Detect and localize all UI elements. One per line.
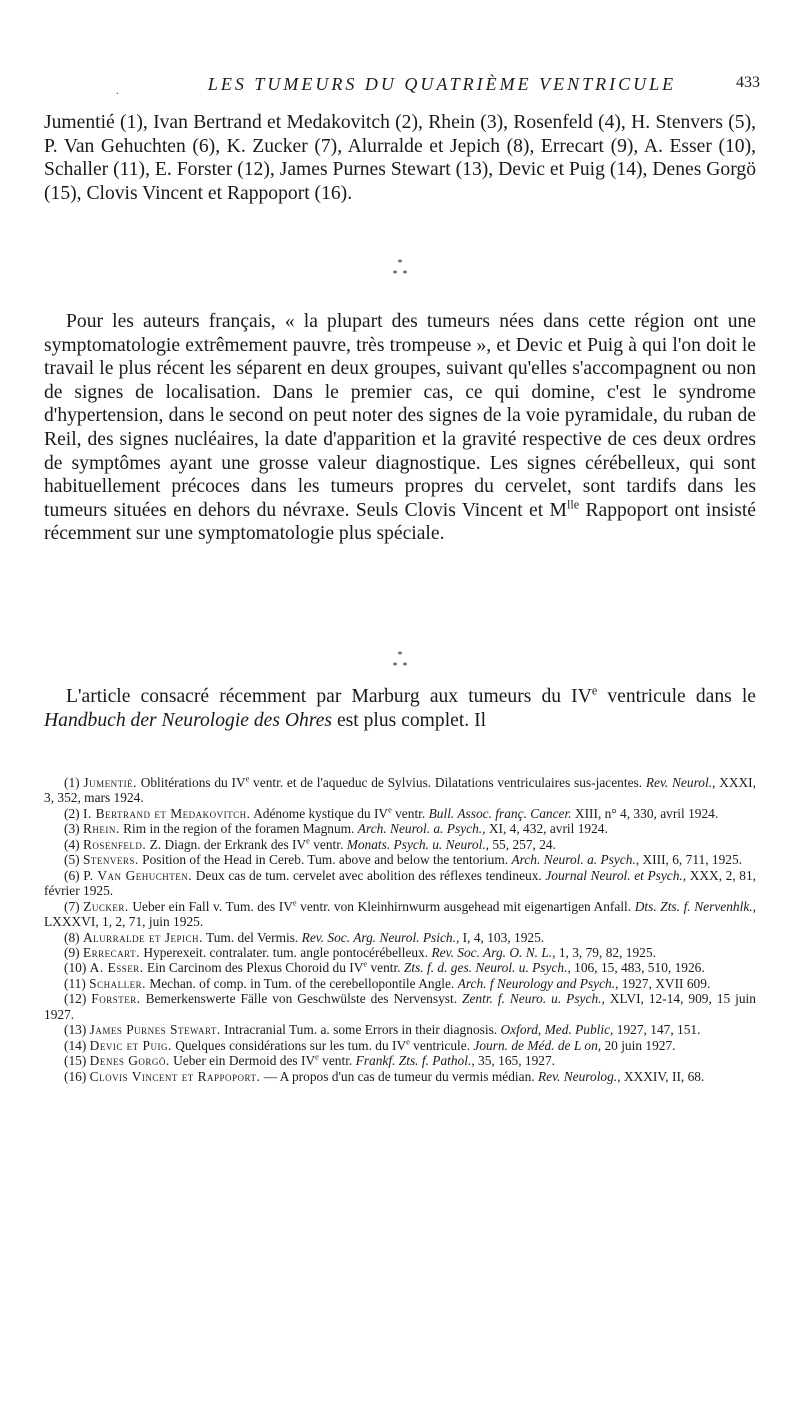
footnote — [44, 930, 756, 945]
footnote-journal: Arch. Neurol. a. Psych., — [357, 821, 486, 837]
running-title: LES TUMEURS DU QUATRIÈME VENTRICULE — [207, 74, 677, 94]
paragraph-text: L'article consacré récemment par Marburg aux tumeurs du IV — [66, 686, 592, 707]
footnote-superscript: e — [245, 774, 250, 784]
footnote-reference: XIII, n° 4, 330, avril 1924. — [571, 805, 719, 821]
footnote-author: Jumentié. — [83, 775, 137, 790]
running-header — [90, 74, 760, 96]
footnote-author: A. Esser. — [89, 960, 144, 976]
footnote-text: Quelques considérations sur les tum. du IV — [175, 1037, 407, 1053]
paragraph-text: Pour les auteurs français, « la plupart des tumeurs nées dans cette région ont une symptomatologie extrêmement pauvre, très trompeuse », et Devic et Puig à qui l'on doit le travail le plus récent les séparent en deux groupes, suivant qu'elles s'accompagnent ou non de signes de localisation. Dans le premier cas, ce qui domine, c'est le syndrome d'hypertension, dans le second on peut noter des signes de la voie pyramidale, du ruban de Reil, des signes nucléaires, la date d'apparition et la gravité respective de ces deux ordres de symptômes ayant une grosse valeur diagnostique. Les signes cérébelleux, qui sont habituellement précoces dans les tumeurs propres du cervelet, sont tardifs dans les tumeurs situées en dehors du névraxe. Seuls Clovis Vincent et M — [44, 311, 756, 521]
paragraph-text: ventricule dans le — [597, 686, 756, 707]
footnote-text: ventricule. — [409, 1037, 474, 1053]
footnote-number: (16) — [64, 1068, 87, 1084]
footnote-text: Ueber ein Dermoid des IV — [173, 1053, 316, 1069]
footnote-number: (9) — [64, 944, 80, 960]
footnote-journal: Rev. Soc. Arg. O. N. L., — [431, 944, 556, 960]
footnote-text: Ueber ein Fall v. Tum. des IV — [132, 898, 293, 914]
paragraph-tail: Rappoport ont insisté récemment sur une symptomatologie plus spéciale. — [44, 499, 756, 545]
footnote-reference: I, 4, 103, 1925. — [459, 929, 545, 945]
footnote-journal: Zentr. f. Neuro. u. Psych., — [462, 991, 605, 1007]
footnote-superscript: e — [315, 1052, 319, 1062]
footnote-text: ventr. von Kleinhirnwurm ausgehead mit eigenartigen Anfall. — [296, 898, 635, 914]
footnote-author: Zucker. — [83, 898, 129, 914]
footnote-reference: 1, 3, 79, 82, 1925. — [555, 944, 656, 960]
footnote-reference: 35, 165, 1927. — [474, 1053, 556, 1069]
footnote-text: Intracranial Tum. a. some Errors in their diagnosis. — [224, 1022, 501, 1038]
footnote-number: (4) — [64, 836, 80, 852]
footnote-journal: Monats. Psych. u. Neurol., — [346, 836, 490, 852]
footnote-text: Mechan. of comp. in Tum. of the cerebellopontile Angle. — [149, 975, 458, 991]
footnote-author: Rhein. — [82, 821, 120, 837]
footnote-reference: 106, 15, 483, 510, 1926. — [570, 960, 705, 976]
footnote-text: ventr. — [367, 960, 404, 976]
footnote-author: Devic et Puig. — [89, 1037, 172, 1053]
footnote — [44, 837, 756, 852]
footnote-text: Hyperexeit. contralater. tum. angle pontocérébelleux. — [143, 944, 432, 960]
footnote-number: (3) — [64, 821, 80, 837]
asterism-top: * — [397, 258, 403, 269]
footnote-reference: 1927, XVII 609. — [618, 975, 711, 991]
book-title: Handbuch der Neurologie des Ohres — [44, 709, 333, 731]
footnote-text: ventr. — [391, 805, 429, 821]
footnote-journal: Journal Neurol. et Psych., — [545, 867, 687, 883]
footnote-superscript: e — [292, 898, 297, 908]
footnote-number: (1) — [64, 775, 80, 790]
footnote-author: Errecart. — [82, 944, 140, 960]
footnote — [44, 976, 756, 991]
footnote-text: Adénome kystique du IV — [253, 805, 389, 821]
footnote-text: ventr. — [309, 836, 347, 852]
paragraph-author-list: Jumentié (1), Ivan Bertrand et Medakovitch (2), Rhein (3), Rosenfeld (4), H. Stenvers (5), P. Van Gehuchten (6), K. Zucker (7), Alurralde et Jepich (8), Errecart (9), A. Esser (10), Schaller (11), E. Forster (12), James Purnes Stewart (13), Devic et Puig (14), Denes Gorgö (15), Clovis Vincent et Rappoport (16). — [44, 112, 756, 204]
footnote-superscript: e — [363, 959, 368, 969]
footnote-author: James Purnes Stewart. — [89, 1022, 221, 1038]
footnote-journal: Arch. f Neurology and Psych., — [457, 975, 619, 991]
footnote-reference: 20 juin 1927. — [601, 1037, 676, 1053]
footnote-number: (11) — [64, 975, 86, 991]
footnote-journal: Zts. f. d. ges. Neurol. u. Psych., — [403, 960, 571, 976]
superscript: e — [591, 683, 598, 698]
footnote-text: Position of the Head in Cereb. Tum. above and below the tentorium. — [142, 852, 512, 868]
section-asterism — [0, 650, 800, 672]
footnote — [44, 852, 756, 867]
footnote-reference: XXXI, 3, 352, mars 1924. — [44, 775, 756, 806]
footnote — [44, 960, 756, 975]
footnote-number: (15) — [64, 1053, 87, 1069]
footnote-number: (2) — [64, 805, 80, 821]
footnote-reference: XXX, 2, 81, février 1925. — [44, 867, 757, 899]
footnote-author: Schaller. — [89, 975, 146, 991]
footnote-journal: Journ. de Méd. de L on, — [473, 1037, 602, 1053]
footnote-text: Bemerkenswerte Fälle von Geschwülste des Nervensyst. — [145, 991, 463, 1007]
footnote-reference: XLVI, 12-14, 909, 15 juin 1927. — [44, 991, 756, 1022]
footnote-author: Stenvers. — [82, 852, 139, 868]
footnote-superscript: e — [406, 1037, 410, 1047]
asterism-top: * — [397, 650, 403, 661]
footnote-journal: Rev. Neurolog., — [537, 1068, 621, 1084]
paragraph-text: est plus complet. Il — [332, 709, 487, 731]
footnote — [44, 899, 756, 930]
footnote-author: Clovis Vincent et Rappoport. — [89, 1068, 261, 1084]
asterism-bottom: * * — [392, 269, 408, 280]
asterism-bottom: * * — [392, 661, 408, 672]
footnote — [44, 1053, 756, 1068]
footnote-reference: LXXXVI, 1, 2, 71, juin 1925. — [44, 914, 204, 930]
footnote-journal: Bull. Assoc. franç. Cancer. — [428, 805, 572, 821]
footnote-author: P. Van Gehuchten. — [83, 867, 193, 883]
footnote-number: (6) — [64, 867, 80, 883]
footnote-superscript: e — [388, 805, 392, 815]
footnote-text: Rim in the region of the foramen Magnum. — [123, 821, 358, 837]
footnote-number: (12) — [64, 991, 87, 1007]
footnote-reference: XI, 4, 432, avril 1924. — [485, 821, 608, 837]
footnote-journal: Oxford, Med. Public, — [500, 1022, 614, 1038]
footnote-text: Z. Diagn. der Erkrank des IV — [149, 836, 307, 852]
footnote-number: (5) — [64, 852, 80, 868]
footnote-text: Deux cas de tum. cervelet avec abolition des réflexes tendineux. — [195, 867, 546, 883]
footnote — [44, 775, 756, 806]
footnote-number: (14) — [64, 1037, 87, 1053]
page-number: 433 — [736, 74, 760, 91]
footnote-text: Ein Carcinom des Plexus Choroid du IV — [146, 960, 364, 976]
footnote — [44, 868, 756, 899]
footnote-journal: Arch. Neurol. a. Psych., — [511, 852, 640, 868]
footnote — [44, 1022, 756, 1037]
footnote-text: Oblitérations du IV — [140, 775, 246, 790]
footnote — [44, 991, 756, 1022]
header-mark: . — [116, 86, 119, 97]
footnote-author: Forster. — [91, 991, 141, 1007]
paragraph-french-authors — [44, 310, 756, 546]
footnote-author: I. Bertrand et Medakovitch. — [82, 805, 251, 821]
footnote-journal: Rev. Soc. Arg. Neurol. Psich., — [301, 929, 460, 945]
footnote — [44, 806, 756, 821]
footnote-journal: Dts. Zts. f. Nervenhlk., — [634, 898, 756, 914]
footnote-author: Rosenfeld. — [82, 836, 147, 852]
footnote-reference: 1927, 147, 151. — [613, 1022, 701, 1038]
footnote-author: Alurralde et Jepich. — [82, 929, 203, 945]
footnote-text: Tum. del Vermis. — [206, 929, 302, 945]
footnote-number: (10) — [64, 960, 87, 976]
footnote-author: Denes Gorgö. — [89, 1053, 170, 1069]
footnote-reference: XIII, 6, 711, 1925. — [639, 852, 743, 868]
footnote-reference: 55, 257, 24. — [489, 836, 556, 852]
footnote — [44, 945, 756, 960]
footnotes — [44, 775, 756, 1084]
footnote-journal: Rev. Neurol., — [645, 775, 716, 790]
footnote-superscript: e — [306, 836, 310, 846]
superscript: lle — [566, 497, 580, 512]
footnote-number: (8) — [64, 929, 80, 945]
footnote-reference: XXXIV, II, 68. — [620, 1068, 705, 1084]
footnote — [44, 1038, 756, 1053]
footnote-number: (7) — [64, 898, 80, 914]
paragraph-marburg — [44, 685, 756, 732]
footnote-text: — A propos d'un cas de tumeur du vermis médian. — [263, 1068, 538, 1084]
footnote — [44, 1069, 756, 1084]
footnote-number: (13) — [64, 1022, 87, 1038]
footnote-text: ventr. — [318, 1053, 356, 1069]
footnote-text: ventr. et de l'aqueduc de Sylvius. Dilatations ventriculaires sus-jacentes. — [249, 775, 646, 790]
footnote — [44, 821, 756, 836]
section-asterism — [0, 258, 800, 280]
footnote-journal: Frankf. Zts. f. Pathol., — [355, 1053, 475, 1069]
